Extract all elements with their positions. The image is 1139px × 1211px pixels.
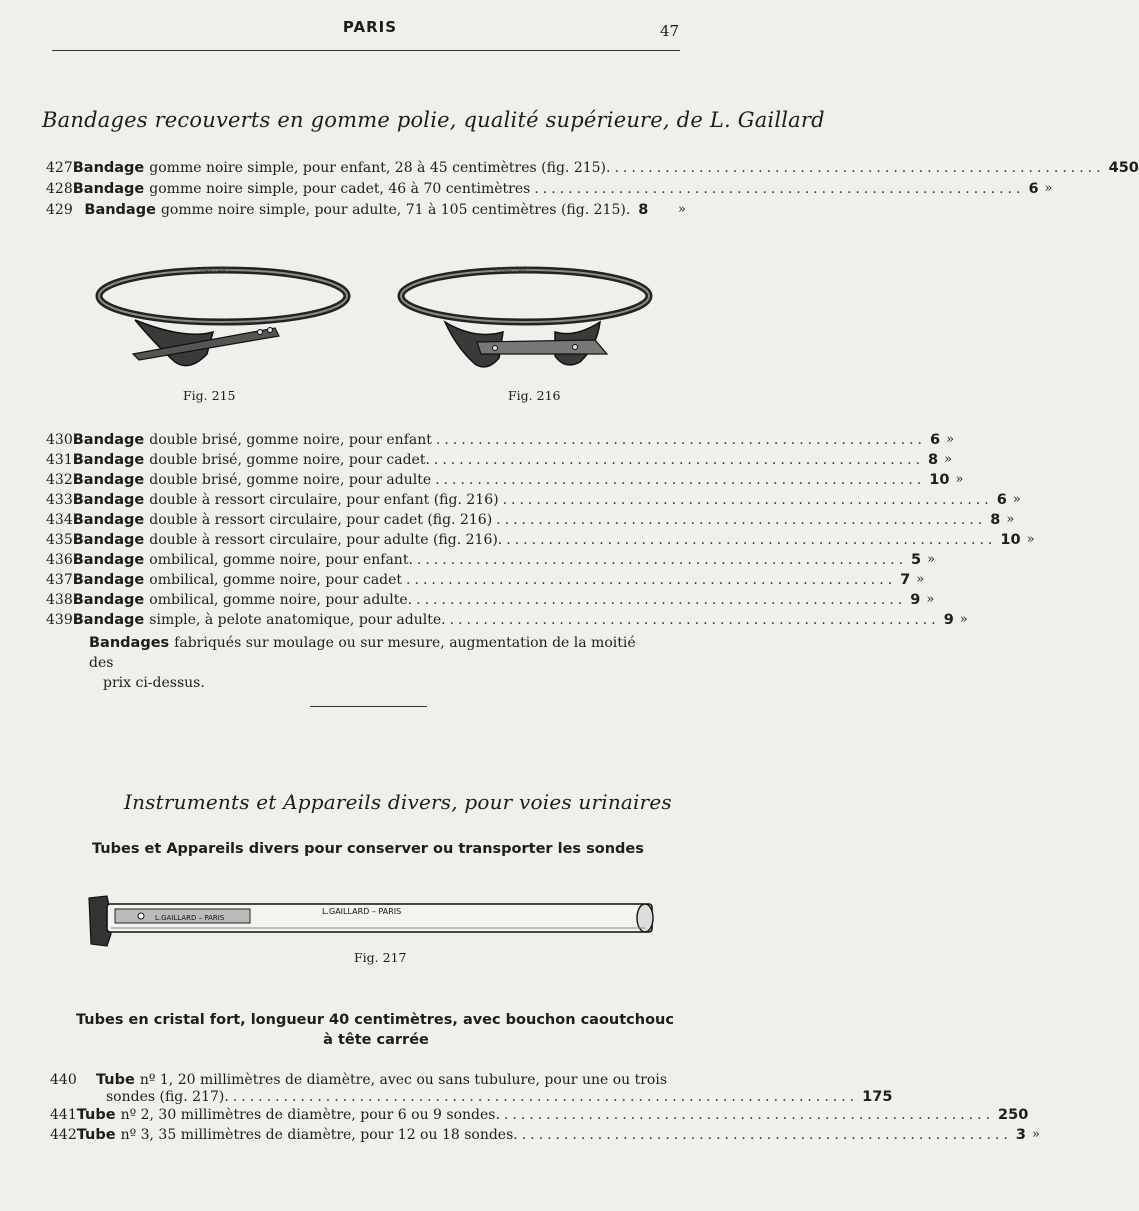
item-description-line1: nº 1, 20 millimètres de diamètre, avec ou sans tubulure, pour une ou trois xyxy=(139,1072,668,1088)
item-price xyxy=(1109,160,1139,176)
list-item xyxy=(46,432,955,452)
item-description: gomme noire simple, pour enfant, 28 à 45 centimètres (fig. 215). xyxy=(149,160,611,176)
dot-leader: .......................................................................... xyxy=(232,1089,859,1105)
item-number: 442 xyxy=(50,1127,77,1143)
item-price xyxy=(638,202,692,218)
item-price xyxy=(1000,532,1040,548)
section-divider xyxy=(310,706,427,707)
item-number: 427 xyxy=(46,160,73,176)
list-item xyxy=(50,1107,1029,1127)
price-francs: 2 xyxy=(998,1107,1009,1123)
truss-illustration-fig216 xyxy=(395,262,655,382)
note-text-line1: fabriqués sur moulage ou sur mesure, augmentation de la moitié des xyxy=(89,635,636,671)
price-centimes: » xyxy=(944,452,953,467)
tube-illustration-fig217 xyxy=(85,892,660,948)
price-centimes: » xyxy=(916,572,925,587)
subtitle-crystal-tubes-line2: à tête carrée xyxy=(323,1032,429,1048)
item-number: 435 xyxy=(46,532,73,548)
price-francs: 8 xyxy=(638,202,649,218)
item-price xyxy=(862,1089,892,1105)
item-price xyxy=(911,552,941,568)
dot-leader: .......................................................... xyxy=(496,512,987,528)
fig217-plate-text: L.GAILLARD – PARIS xyxy=(322,907,402,916)
page-number: 47 xyxy=(660,22,680,40)
item-description: gomme noire simple, pour cadet, 46 à 70 centimètres xyxy=(149,181,531,197)
price-francs: 4 xyxy=(1108,160,1119,176)
item-description: double à ressort circulaire, pour adulte (fig. 216). xyxy=(149,532,503,548)
subtitle-crystal-tubes: Tubes en cristal fort, longueur 40 centimètres, avec bouchon caoutchouc xyxy=(76,1012,674,1028)
list-item xyxy=(46,472,964,492)
dot-leader: .......................................................... xyxy=(433,452,925,468)
item-keyword: Bandage xyxy=(72,612,145,628)
price-centimes: » xyxy=(1006,512,1015,527)
dot-leader: .......................................................... xyxy=(416,552,908,568)
dot-leader: .......................................................... xyxy=(614,160,1105,176)
item-keyword: Bandage xyxy=(72,592,145,608)
item-description: nº 3, 35 millimètres de diamètre, pour 12 ou 18 sondes. xyxy=(120,1127,518,1143)
price-francs: 6 xyxy=(996,492,1007,508)
fig216-plate-text: L.GAILLARD xyxy=(495,267,531,274)
item-number: 431 xyxy=(46,452,73,468)
price-centimes: 75 xyxy=(872,1089,893,1105)
price-centimes: » xyxy=(1026,532,1035,547)
price-centimes: » xyxy=(927,552,936,567)
list-item xyxy=(46,592,935,612)
item-description: double à ressort circulaire, pour cadet (fig. 216) xyxy=(149,512,493,528)
header-rule xyxy=(52,50,680,51)
dot-leader: .......................................................... xyxy=(449,612,940,628)
dot-leader: .......................................................... xyxy=(435,472,926,488)
list-item xyxy=(46,572,925,592)
item-price xyxy=(1028,181,1058,197)
item-number: 429 xyxy=(46,202,73,218)
item-price xyxy=(930,432,960,448)
note-keyword: Bandages xyxy=(89,635,170,651)
price-centimes: » xyxy=(955,472,964,487)
dot-leader: .......................................................... xyxy=(521,1127,1012,1143)
price-francs: 3 xyxy=(1015,1127,1026,1143)
list-item xyxy=(46,512,1015,532)
list-item xyxy=(46,492,1021,512)
list-item xyxy=(46,181,1053,201)
price-centimes: » xyxy=(1044,181,1053,196)
section-title-bandages: Bandages recouverts en gomme polie, qualité supérieure, de L. Gaillard xyxy=(42,108,825,132)
item-description: ombilical, gomme noire, pour adulte. xyxy=(149,592,413,608)
item-keyword: Bandage xyxy=(72,432,145,448)
list-item xyxy=(50,1127,1040,1147)
item-number: 438 xyxy=(46,592,73,608)
list-item xyxy=(46,202,692,222)
item-keyword: Bandage xyxy=(72,452,145,468)
price-centimes: 50 xyxy=(1118,160,1139,176)
item-description: nº 2, 30 millimètres de diamètre, pour 6 ou 9 sondes. xyxy=(120,1107,500,1123)
item-price xyxy=(929,472,969,488)
item-keyword: Tube xyxy=(76,1127,116,1143)
dot-leader: .......................................................... xyxy=(416,592,907,608)
price-centimes: 50 xyxy=(1008,1107,1029,1123)
item-number: 428 xyxy=(46,181,73,197)
subtitle-tubes: Tubes et Appareils divers pour conserver ou transporter les sondes xyxy=(92,841,644,857)
dot-leader: .......................................................... xyxy=(435,432,926,448)
fig215-plate-text: L.GAILLARD xyxy=(195,267,231,274)
fig217-cap-text: L.GAILLARD – PARIS xyxy=(155,914,225,922)
item-number: 433 xyxy=(46,492,73,508)
item-price xyxy=(900,572,930,588)
list-item xyxy=(46,612,968,632)
dot-leader: .......................................................... xyxy=(534,181,1025,197)
item-keyword: Tube xyxy=(96,1072,135,1088)
item-number: 441 xyxy=(50,1107,77,1123)
price-francs: 7 xyxy=(900,572,911,588)
item-keyword: Bandage xyxy=(72,492,145,508)
item-keyword: Bandage xyxy=(72,181,145,197)
custom-made-note xyxy=(89,633,649,693)
list-item xyxy=(46,160,1139,180)
item-price xyxy=(998,1107,1028,1123)
item-number: 432 xyxy=(46,472,73,488)
price-centimes: » xyxy=(946,432,955,447)
price-francs: 5 xyxy=(911,552,922,568)
price-centimes: » xyxy=(1012,492,1021,507)
item-price xyxy=(997,492,1027,508)
running-head: PARIS xyxy=(342,18,398,36)
figure-caption-215: Fig. 215 xyxy=(183,388,236,403)
truss-illustration-fig215 xyxy=(95,262,355,382)
item-number: 430 xyxy=(46,432,73,448)
list-item xyxy=(50,1072,710,1088)
price-francs: 6 xyxy=(1028,181,1039,197)
dot-leader: .......................................................... xyxy=(506,532,997,548)
item-number: 440 xyxy=(50,1072,77,1088)
item-description: double brisé, gomme noire, pour enfant xyxy=(149,432,432,448)
item-description: ombilical, gomme noire, pour enfant. xyxy=(149,552,413,568)
price-francs: 6 xyxy=(930,432,941,448)
item-keyword: Bandage xyxy=(72,512,145,528)
item-description: simple, à pelote anatomique, pour adulte. xyxy=(149,612,446,628)
item-number: 437 xyxy=(46,572,73,588)
item-keyword: Bandage xyxy=(84,202,156,218)
item-description: double brisé, gomme noire, pour cadet. xyxy=(149,452,430,468)
list-item xyxy=(46,552,936,572)
price-centimes: » xyxy=(926,592,935,607)
item-keyword: Bandage xyxy=(72,552,145,568)
dot-leader: .......................................................... xyxy=(502,492,993,508)
dot-leader: .......................................................... xyxy=(503,1107,995,1123)
item-keyword: Bandage xyxy=(72,160,145,176)
item-description: gomme noire simple, pour adulte, 71 à 105 centimètres (fig. 215). xyxy=(160,202,631,218)
item-price xyxy=(910,592,940,608)
price-francs: 8 xyxy=(990,512,1001,528)
price-francs: 8 xyxy=(928,452,939,468)
dot-leader: .......................................................... xyxy=(406,572,897,588)
item-price xyxy=(990,512,1020,528)
item-keyword: Tube xyxy=(76,1107,116,1123)
item-description: double à ressort circulaire, pour enfant (fig. 216) xyxy=(149,492,499,508)
figure-caption-216: Fig. 216 xyxy=(508,388,561,403)
list-item xyxy=(46,532,1035,552)
note-text-line2: prix ci-dessus. xyxy=(103,675,205,691)
item-description: sondes (fig. 217). xyxy=(106,1089,229,1105)
item-number: 434 xyxy=(46,512,73,528)
price-francs: 9 xyxy=(943,612,954,628)
price-centimes: » xyxy=(959,612,968,627)
list-item-continuation xyxy=(106,1089,893,1109)
item-keyword: Bandage xyxy=(72,532,145,548)
price-centimes: » xyxy=(678,202,686,217)
item-price xyxy=(944,612,974,628)
item-keyword: Bandage xyxy=(72,572,145,588)
item-price xyxy=(928,452,958,468)
figure-caption-217: Fig. 217 xyxy=(354,950,407,965)
item-price xyxy=(1016,1127,1046,1143)
section-title-instruments: Instruments et Appareils divers, pour voies urinaires xyxy=(124,790,672,814)
item-number: 436 xyxy=(46,552,73,568)
price-francs: 1 xyxy=(862,1089,873,1105)
list-item xyxy=(46,452,953,472)
price-francs: 10 xyxy=(1000,532,1021,548)
item-keyword: Bandage xyxy=(72,472,145,488)
price-centimes: » xyxy=(1031,1127,1040,1142)
item-number: 439 xyxy=(46,612,73,628)
price-francs: 9 xyxy=(910,592,921,608)
price-francs: 10 xyxy=(929,472,950,488)
item-description: ombilical, gomme noire, pour cadet xyxy=(149,572,403,588)
item-description: double brisé, gomme noire, pour adulte xyxy=(149,472,432,488)
